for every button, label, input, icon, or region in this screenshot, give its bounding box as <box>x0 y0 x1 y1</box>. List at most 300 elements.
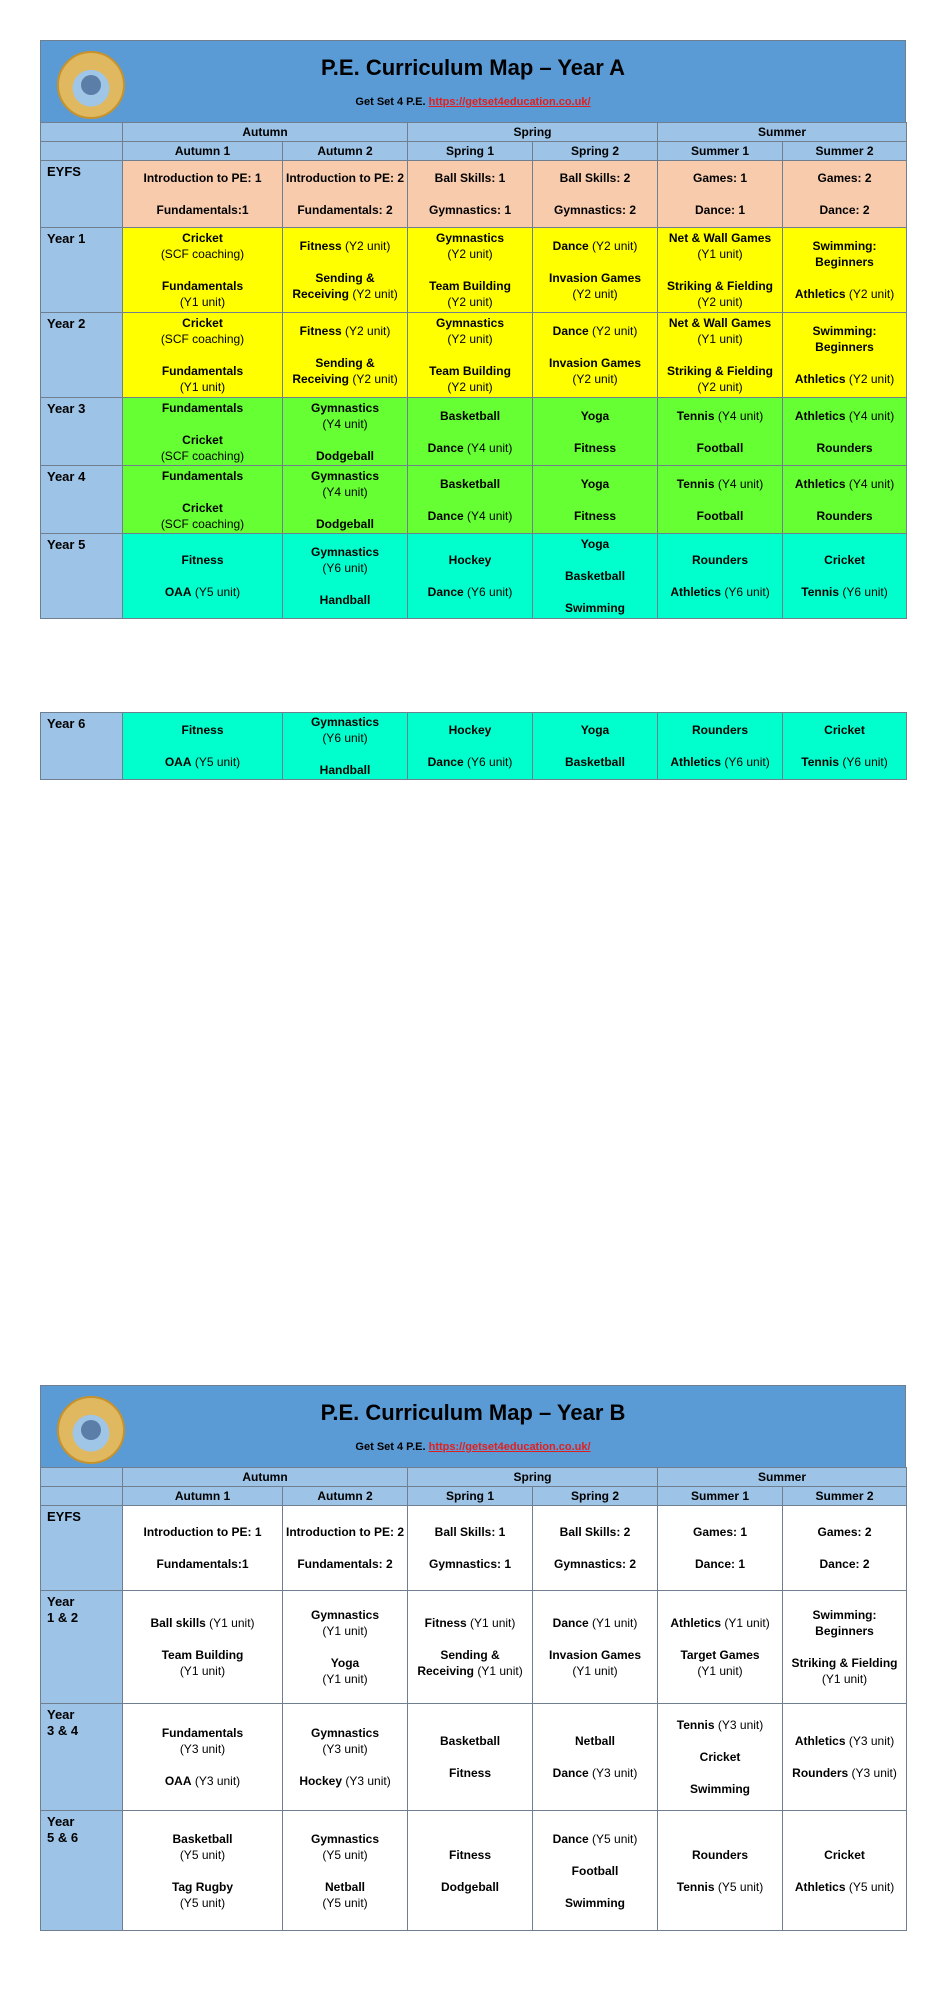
activity-cell <box>408 1591 533 1704</box>
activity-line <box>661 262 779 278</box>
activity-line: Introduction to PE: 2 <box>286 1525 404 1539</box>
activity-line <box>411 347 529 363</box>
activity-line <box>126 484 279 500</box>
activity-line: Receiving (Y2 unit) <box>292 287 398 301</box>
activity-cell <box>533 1811 658 1931</box>
term-spring-1: Spring 1 <box>408 1487 533 1506</box>
table-row <box>41 713 907 780</box>
activity-line: Swimming: <box>812 239 877 253</box>
activity-line: Cricket <box>182 316 223 330</box>
activity-line: Dance (Y1 unit) <box>552 1616 638 1630</box>
activity-line: (Y1 unit) <box>322 1672 368 1686</box>
activity-line <box>126 738 279 754</box>
activity-line <box>661 738 779 754</box>
activity-line: Sending & <box>440 1648 500 1662</box>
activity-cell <box>283 228 408 313</box>
activity-line: Rounders <box>816 440 873 455</box>
activity-cell <box>283 161 408 228</box>
activity-line: Net & Wall Games <box>668 231 772 245</box>
activity-line <box>286 432 404 448</box>
activity-line: OAA (Y5 unit) <box>164 755 241 769</box>
activity-line: Gymnastics: 2 <box>553 203 637 217</box>
activity-line: Striking & Fielding <box>791 1656 898 1670</box>
activity-line <box>786 1540 903 1556</box>
term-summer-2: Summer 2 <box>783 1487 907 1506</box>
activity-line: Yoga <box>580 723 610 737</box>
activity-line: Games: 1 <box>693 171 748 185</box>
activity-line <box>536 552 654 568</box>
getset4-link[interactable]: https://getset4education.co.uk/ <box>428 1441 591 1453</box>
activity-line: Gymnastics: 1 <box>428 1557 512 1571</box>
activity-line <box>536 186 654 202</box>
activity-line <box>126 1540 279 1556</box>
activity-cell <box>283 1591 408 1704</box>
activity-line: Football <box>696 440 744 455</box>
activity-line: Fitness <box>181 723 224 737</box>
activity-line: (Y4 unit) <box>322 484 368 499</box>
activity-line <box>126 262 279 278</box>
activity-line: Gymnastics <box>310 1831 380 1846</box>
activity-line: (Y5 unit) <box>322 1847 368 1862</box>
activity-line: Ball Skills: 1 <box>434 171 506 185</box>
row-label: Year 2 <box>41 313 123 398</box>
activity-cell <box>123 161 283 228</box>
activity-line: Rounders <box>692 1847 749 1862</box>
activity-cell <box>283 313 408 398</box>
activity-line: Football <box>696 508 744 523</box>
activity-line: Dodgeball <box>316 516 375 531</box>
activity-line: Beginners <box>815 255 874 269</box>
activity-line: Fundamentals <box>161 468 244 483</box>
activity-line: (Y2 unit) <box>697 295 743 309</box>
row-label: Year 6 <box>41 713 123 780</box>
activity-line: Hockey (Y3 unit) <box>299 1774 391 1788</box>
activity-line: (Y6 unit) <box>322 731 368 745</box>
activity-line <box>661 1863 779 1879</box>
row-label: Year 1 & 2 <box>41 1591 123 1704</box>
activity-line <box>126 568 279 584</box>
activity-line: Dance: 2 <box>819 203 870 217</box>
season-autumn: Autumn <box>123 123 408 142</box>
activity-line <box>786 568 903 584</box>
year-a-year6-table <box>40 712 907 780</box>
activity-line: Dance (Y2 unit) <box>552 324 638 338</box>
activity-line: Introduction to PE: 2 <box>286 171 404 185</box>
activity-line: Gymnastics <box>310 468 380 483</box>
activity-line: Games: 1 <box>693 1525 748 1539</box>
row-label: Year 5 <box>41 534 123 619</box>
term-summer-1: Summer 1 <box>658 142 783 161</box>
activity-line: Receiving (Y2 unit) <box>292 372 398 386</box>
activity-line: (Y2 unit) <box>447 380 493 394</box>
activity-line: Fitness <box>574 508 617 523</box>
activity-line: Athletics (Y2 unit) <box>794 372 895 386</box>
activity-line: (SCF coaching) <box>160 332 245 346</box>
activity-cell <box>123 466 283 534</box>
activity-line <box>126 186 279 202</box>
activity-cell <box>283 534 408 619</box>
activity-line: Tennis (Y4 unit) <box>676 408 764 423</box>
activity-cell <box>123 1811 283 1931</box>
activity-line: Beginners <box>815 1624 874 1638</box>
activity-line <box>536 1631 654 1647</box>
year-b-table <box>40 1467 907 1931</box>
activity-line: Rounders (Y3 unit) <box>792 1766 897 1780</box>
activity-line: Fundamentals: 2 <box>297 203 393 217</box>
activity-line: (Y1 unit) <box>697 247 743 261</box>
activity-line <box>786 424 903 440</box>
activity-line <box>536 1540 654 1556</box>
activity-cell <box>123 534 283 619</box>
term-header-row <box>41 142 907 161</box>
activity-line <box>411 1749 529 1765</box>
activity-line: Beginners <box>815 340 874 354</box>
term-spring-1: Spring 1 <box>408 142 533 161</box>
activity-cell <box>408 161 533 228</box>
activity-line: Cricket <box>182 432 223 447</box>
activity-line: Fundamentals <box>161 400 244 415</box>
activity-line: (Y2 unit) <box>447 332 493 346</box>
activity-line: Dance: 1 <box>695 203 746 217</box>
activity-line: (SCF coaching) <box>160 247 245 261</box>
activity-line: Rounders <box>816 508 873 523</box>
activity-cell <box>533 1506 658 1591</box>
term-autumn-1: Autumn 1 <box>123 1487 283 1506</box>
activity-line: Team Building <box>429 364 511 378</box>
activity-cell <box>123 1704 283 1811</box>
activity-cell <box>658 534 783 619</box>
activity-line: Fitness (Y2 unit) <box>299 324 391 338</box>
activity-cell <box>123 313 283 398</box>
activity-line: Tennis (Y6 unit) <box>801 755 888 769</box>
activity-line <box>126 1863 279 1879</box>
activity-cell <box>783 1506 907 1591</box>
activity-line: (SCF coaching) <box>160 516 245 531</box>
activity-line: Gymnastics <box>310 1726 380 1740</box>
activity-line: (Y4 unit) <box>322 416 368 431</box>
table-row <box>41 313 907 398</box>
year-a-banner <box>40 40 906 122</box>
activity-line: Net & Wall Games <box>668 316 772 330</box>
activity-cell <box>658 1591 783 1704</box>
activity-line <box>411 492 529 508</box>
activity-line: Receiving (Y1 unit) <box>417 1664 523 1678</box>
activity-cell <box>533 228 658 313</box>
activity-line: Yoga <box>330 1656 360 1670</box>
activity-line: Football <box>571 1863 619 1878</box>
activity-line: Basketball <box>564 755 626 769</box>
activity-line <box>661 186 779 202</box>
activity-line <box>786 1863 903 1879</box>
activity-line: Gymnastics <box>310 715 380 729</box>
activity-line <box>286 1863 404 1879</box>
activity-cell <box>783 398 907 466</box>
activity-line: (Y1 unit) <box>697 332 743 346</box>
activity-cell <box>658 1506 783 1591</box>
activity-cell <box>283 466 408 534</box>
activity-line <box>411 738 529 754</box>
activity-line: Handball <box>319 593 371 607</box>
activity-line: Dance (Y6 unit) <box>427 755 513 769</box>
activity-line <box>786 1639 903 1655</box>
season-summer: Summer <box>658 123 907 142</box>
activity-line: (Y1 unit) <box>572 1664 618 1678</box>
activity-line <box>286 746 404 762</box>
table-row <box>41 1591 907 1704</box>
activity-line: Tennis (Y5 unit) <box>676 1879 764 1894</box>
activity-line: OAA (Y3 unit) <box>164 1774 241 1788</box>
activity-line: (Y5 unit) <box>322 1895 368 1910</box>
getset4-link[interactable]: https://getset4education.co.uk/ <box>428 96 591 108</box>
activity-line <box>286 186 404 202</box>
activity-cell <box>658 1704 783 1811</box>
activity-line: Tennis (Y3 unit) <box>676 1718 764 1732</box>
activity-line: Fitness <box>449 1847 492 1862</box>
activity-cell <box>408 466 533 534</box>
activity-line: Fundamentals <box>161 364 244 378</box>
activity-cell <box>533 466 658 534</box>
activity-line: (Y5 unit) <box>179 1847 226 1862</box>
activity-line <box>661 1631 779 1647</box>
activity-line: Invasion Games <box>548 1648 642 1662</box>
activity-cell <box>783 1591 907 1704</box>
activity-line: Dance: 1 <box>695 1557 746 1571</box>
activity-line: Introduction to PE: 1 <box>143 1525 262 1539</box>
activity-line <box>661 1540 779 1556</box>
activity-cell <box>283 1704 408 1811</box>
activity-cell <box>533 1591 658 1704</box>
activity-line: Dance (Y6 unit) <box>427 585 513 599</box>
activity-line: Handball <box>319 763 371 777</box>
activity-cell <box>533 398 658 466</box>
row-label: EYFS <box>41 1506 123 1591</box>
activity-line: Cricket <box>182 500 223 515</box>
activity-line: Swimming <box>565 1895 626 1910</box>
activity-cell <box>658 228 783 313</box>
activity-line: Striking & Fielding <box>667 279 774 293</box>
activity-line: Ball Skills: 2 <box>559 171 631 185</box>
activity-line: Dance (Y5 unit) <box>552 1831 638 1846</box>
activity-line: Dance (Y2 unit) <box>552 239 638 253</box>
activity-line: Fundamentals: 2 <box>297 1557 393 1571</box>
activity-line: Athletics (Y5 unit) <box>794 1879 895 1894</box>
activity-line <box>126 347 279 363</box>
activity-line <box>536 1749 654 1765</box>
activity-line: Dodgeball <box>441 1879 500 1894</box>
activity-cell <box>408 534 533 619</box>
table-row <box>41 398 907 466</box>
activity-line <box>536 738 654 754</box>
activity-line: Cricket <box>824 1847 865 1862</box>
activity-line: Dance: 2 <box>819 1557 870 1571</box>
activity-line: OAA (Y5 unit) <box>164 585 241 599</box>
activity-cell <box>658 398 783 466</box>
activity-cell <box>123 228 283 313</box>
activity-cell <box>533 713 658 780</box>
row-label: Year 3 <box>41 398 123 466</box>
term-summer-1: Summer 1 <box>658 1487 783 1506</box>
activity-cell <box>123 713 283 780</box>
activity-cell <box>533 1704 658 1811</box>
activity-line: Yoga <box>580 476 610 491</box>
activity-cell <box>123 398 283 466</box>
activity-line: Ball skills (Y1 unit) <box>150 1616 255 1630</box>
activity-cell <box>783 713 907 780</box>
activity-cell <box>783 534 907 619</box>
activity-line <box>286 1757 404 1773</box>
activity-line: Cricket <box>182 231 223 245</box>
activity-line: Cricket <box>699 1750 741 1764</box>
activity-cell <box>283 398 408 466</box>
activity-line: Fundamentals:1 <box>156 203 249 217</box>
activity-line: Rounders <box>691 723 748 737</box>
activity-line: Swimming: <box>812 324 877 338</box>
activity-line: Netball <box>325 1879 366 1894</box>
year-a-year6 <box>40 712 906 780</box>
term-header-row <box>41 1487 907 1506</box>
activity-line: Athletics (Y6 unit) <box>670 755 770 769</box>
activity-line: (Y2 unit) <box>697 380 743 394</box>
activity-line: Gymnastics <box>435 316 505 330</box>
activity-line: Fundamentals:1 <box>156 1557 249 1571</box>
table-row <box>41 534 907 619</box>
term-spring-2: Spring 2 <box>533 142 658 161</box>
activity-cell <box>783 228 907 313</box>
activity-line: Sending & <box>315 271 375 285</box>
activity-line <box>536 1847 654 1863</box>
activity-line: Rounders <box>692 553 749 567</box>
activity-line: Fundamentals <box>161 1726 244 1740</box>
year-a-title: P.E. Curriculum Map – Year A <box>320 55 626 80</box>
year-a-table <box>40 122 907 619</box>
activity-line: Fundamentals <box>161 279 244 293</box>
table-row <box>41 1811 907 1931</box>
activity-line <box>286 1540 404 1556</box>
activity-line: Team Building <box>161 1648 244 1662</box>
activity-line: Fitness <box>181 553 224 567</box>
activity-line <box>286 339 404 355</box>
activity-cell <box>658 161 783 228</box>
table-row <box>41 1506 907 1591</box>
activity-line: Invasion Games <box>548 356 642 370</box>
activity-cell <box>408 1506 533 1591</box>
activity-cell <box>783 161 907 228</box>
activity-cell <box>783 1704 907 1811</box>
activity-line: Gymnastics <box>310 400 380 415</box>
activity-line <box>286 1639 404 1655</box>
activity-cell <box>283 713 408 780</box>
activity-cell <box>783 1811 907 1931</box>
activity-line <box>786 355 903 371</box>
activity-line: (Y5 unit) <box>179 1895 226 1910</box>
activity-line <box>536 584 654 600</box>
activity-line <box>286 576 404 592</box>
activity-line: Athletics (Y1 unit) <box>670 1616 770 1630</box>
activity-line: Tag Rugby <box>171 1879 234 1894</box>
activity-cell <box>408 1811 533 1931</box>
activity-cell <box>658 713 783 780</box>
activity-line: (Y1 unit) <box>179 295 226 309</box>
activity-line <box>536 492 654 508</box>
activity-line <box>411 1631 529 1647</box>
activity-line <box>411 1863 529 1879</box>
activity-line: Games: 2 <box>817 171 872 185</box>
activity-line <box>126 1631 279 1647</box>
activity-line: Netball <box>575 1734 616 1748</box>
activity-line: Gymnastics: 1 <box>428 203 512 217</box>
activity-line <box>286 254 404 270</box>
activity-line: (Y3 unit) <box>322 1742 368 1756</box>
activity-line: (Y1 unit) <box>697 1664 743 1678</box>
row-label: Year 3 & 4 <box>41 1704 123 1811</box>
year-a-map <box>40 40 906 619</box>
activity-line: Introduction to PE: 1 <box>143 171 262 185</box>
activity-line <box>126 416 279 432</box>
activity-line <box>786 270 903 286</box>
activity-line: Tennis (Y4 unit) <box>676 476 764 491</box>
season-header-row <box>41 123 907 142</box>
activity-line: Games: 2 <box>817 1525 872 1539</box>
activity-line <box>661 1733 779 1749</box>
activity-line: Cricket <box>824 553 865 567</box>
row-label: EYFS <box>41 161 123 228</box>
term-summer-2: Summer 2 <box>783 142 907 161</box>
activity-line: Basketball <box>440 1734 501 1748</box>
activity-line: Gymnastics <box>310 545 380 559</box>
activity-cell <box>408 313 533 398</box>
activity-line: Basketball <box>565 569 626 583</box>
activity-line: (Y2 unit) <box>447 247 493 261</box>
year-b-title: P.E. Curriculum Map – Year B <box>320 1400 626 1425</box>
activity-line: Basketball <box>440 408 501 423</box>
activity-line: Dodgeball <box>316 448 375 463</box>
activity-line: (Y1 unit) <box>821 1672 868 1686</box>
activity-line: Fitness (Y2 unit) <box>299 239 391 253</box>
activity-line <box>661 347 779 363</box>
activity-line: Athletics (Y6 unit) <box>670 585 770 599</box>
activity-line <box>661 568 779 584</box>
activity-line: Dance (Y4 unit) <box>427 440 513 455</box>
activity-cell <box>408 228 533 313</box>
activity-cell <box>408 1704 533 1811</box>
activity-line: Yoga <box>580 537 610 551</box>
activity-line: Athletics (Y4 unit) <box>794 408 895 423</box>
activity-line: Fitness <box>449 1766 492 1780</box>
year-b-subtitle: Get Set 4 P.E. https://getset4education.co.uk/ <box>355 1441 591 1453</box>
activity-line: Striking & Fielding <box>667 364 774 378</box>
activity-line: Team Building <box>429 279 511 293</box>
table-row <box>41 228 907 313</box>
activity-line <box>536 339 654 355</box>
activity-line: Hockey <box>448 553 492 567</box>
activity-line: Sending & <box>315 356 375 370</box>
season-spring: Spring <box>408 123 658 142</box>
activity-cell <box>123 1506 283 1591</box>
table-row <box>41 1704 907 1811</box>
activity-line <box>661 424 779 440</box>
activity-line: Hockey <box>448 723 492 737</box>
activity-line: (Y6 unit) <box>322 561 368 575</box>
activity-cell <box>658 466 783 534</box>
activity-cell <box>658 313 783 398</box>
activity-line <box>536 1879 654 1895</box>
activity-line <box>786 1749 903 1765</box>
activity-line: Ball Skills: 1 <box>434 1525 506 1539</box>
activity-line: Gymnastics <box>310 1608 380 1622</box>
term-autumn-2: Autumn 2 <box>283 142 408 161</box>
activity-line: (Y2 unit) <box>572 287 618 301</box>
year-b-banner <box>40 1385 906 1467</box>
